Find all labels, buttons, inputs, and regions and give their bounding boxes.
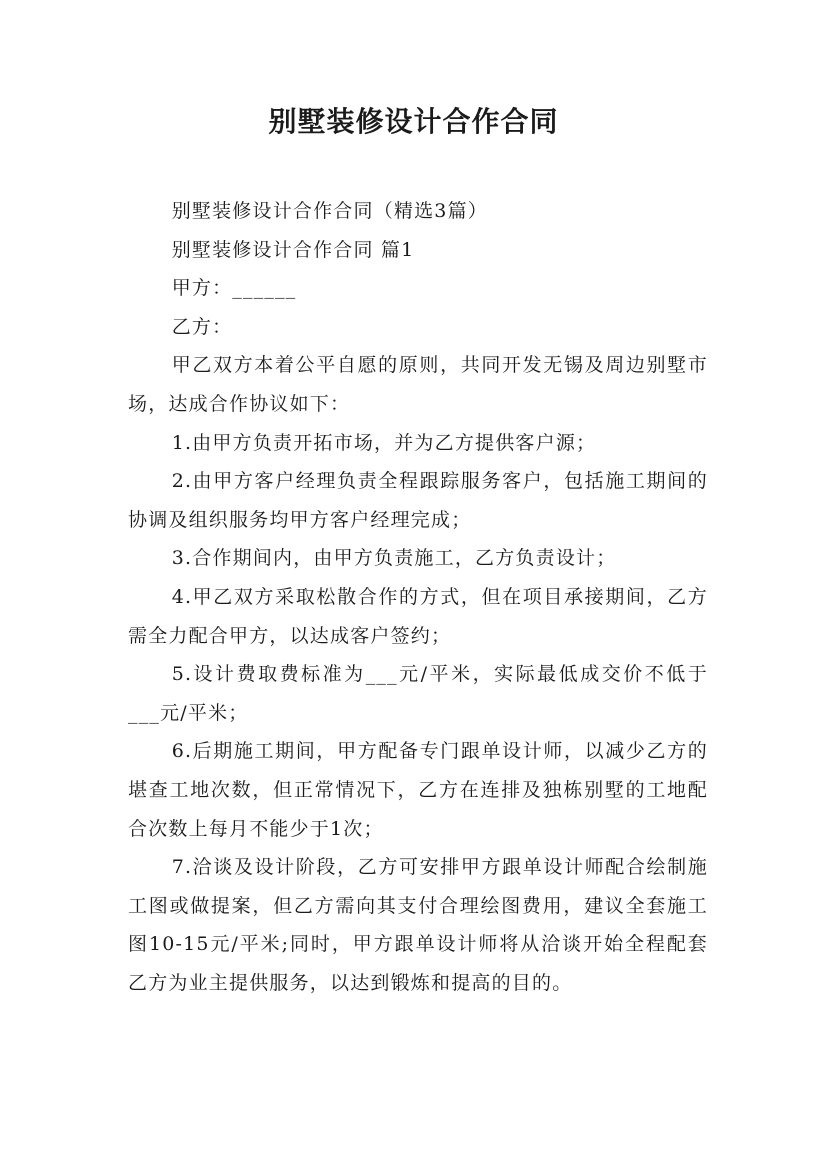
document-title: 别墅装修设计合作合同 — [268, 105, 559, 138]
paragraph-section-heading: 别墅装修设计合作合同 篇1 — [171, 238, 415, 261]
paragraph-party-b: 乙方： — [171, 315, 233, 338]
clause-4: 4.甲乙双方采取松散合作的方式，但在项目承接期间，乙方需全力配合甲方，以达成客户签约； — [128, 585, 708, 647]
paragraph-subtitle: 别墅装修设计合作合同（精选3篇） — [171, 200, 488, 222]
clause-7: 7.洽谈及设计阶段，乙方可安排甲方跟单设计师配合绘制施工图或做提案，但乙方需向其支付合理绘图费用，建议全套施工图10-15元/平米;同时，甲方跟单设计师将从洽谈开始全程配套乙方为业主提供服务，以达到锻炼和提高的目的。 — [128, 856, 708, 994]
clause-5: 5.设计费取费标准为___元/平米，实际最低成交价不低于___元/平米； — [128, 663, 708, 724]
clause-2: 2.由甲方客户经理负责全程跟踪服务客户，包括施工期间的协调及组织服务均甲方客户经理完成； — [128, 470, 708, 531]
paragraph-party-a: 甲方：______ — [171, 277, 297, 300]
clause-1: 1.由甲方负责开拓市场，并为乙方提供客户源； — [171, 431, 597, 454]
paragraph-intro: 甲乙双方本着公平自愿的原则，共同开发无锡及周边别墅市场，达成合作协议如下： — [128, 354, 708, 415]
document-body — [128, 192, 708, 1002]
clause-6: 6.后期施工期间，甲方配备专门跟单设计师，以减少乙方的堪查工地次数，但正常情况下，乙方在连排及独栋别墅的工地配合次数上每月不能少于1次； — [128, 740, 708, 840]
clause-3: 3.合作期间内，由甲方负责施工，乙方负责设计； — [171, 547, 617, 570]
